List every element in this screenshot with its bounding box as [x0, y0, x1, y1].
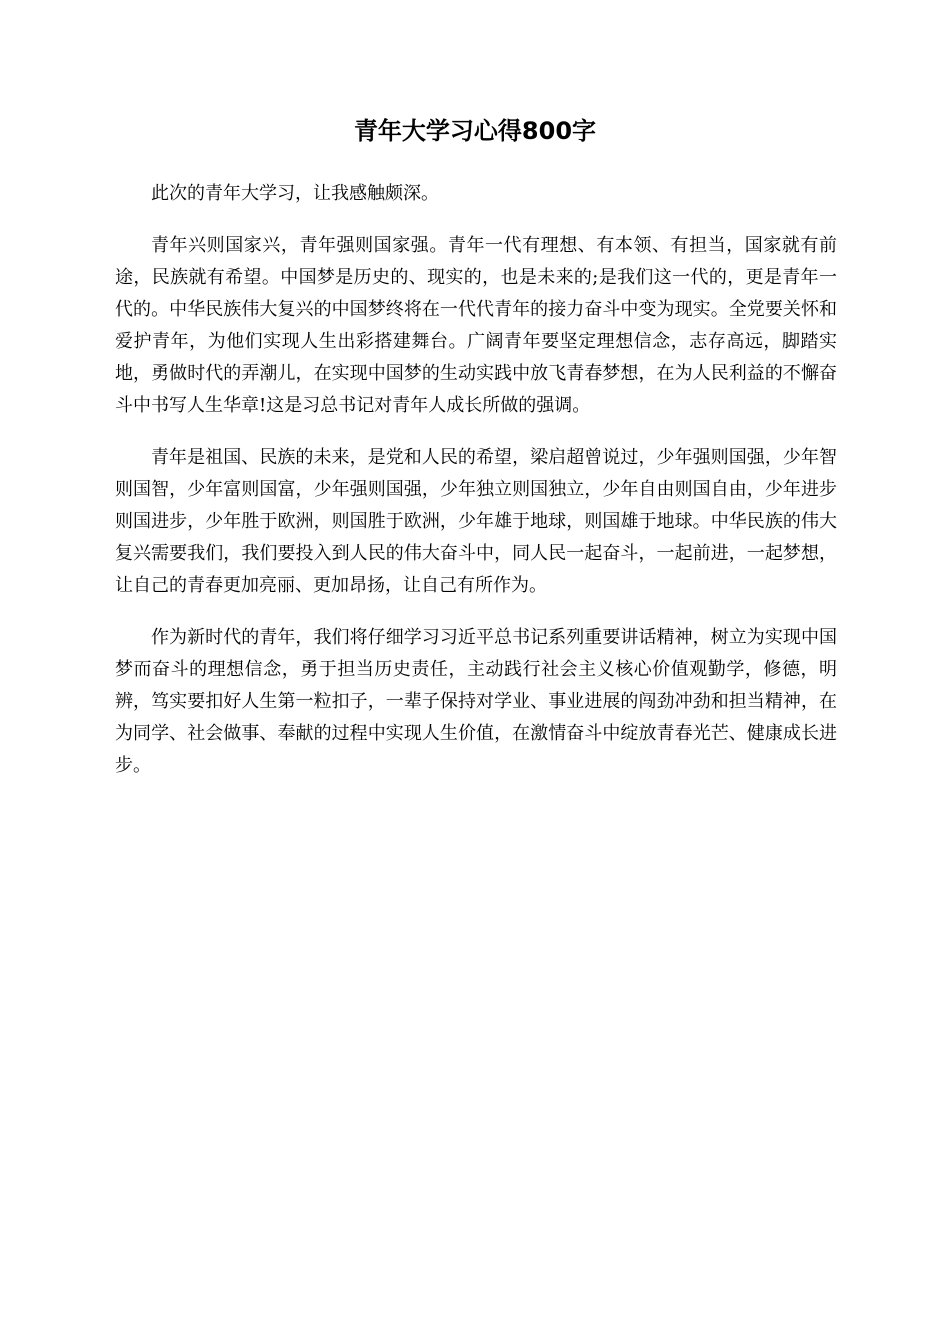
paragraph-liang-qichao: 青年是祖国、民族的未来，是党和人民的希望，梁启超曾说过，少年强则国强，少年智则国智，少年富则国富，少年强则国强，少年独立则国独立，少年自由则国自由，少年进步则国进步，少年胜于欧洲，则国胜于欧洲，少年雄于地球，则国雄于地球。中华民族的伟大复兴需要我们，我们要投入到人民的伟大奋斗中，同人民一起奋斗，一起前进，一起梦想，让自己的青春更加亮丽、更加昂扬，让自己有所作为。 [115, 447, 837, 596]
document-title: 青年大学习心得800字 [353, 117, 597, 145]
paragraph-intro: 此次的青年大学习，让我感触颇深。 [151, 183, 439, 204]
paragraph-youth-nation: 青年兴则国家兴，青年强则国家强。青年一代有理想、有本领、有担当，国家就有前途，民族就有希望。中国梦是历史的、现实的，也是未来的;是我们这一代的，更是青年一代的。中华民族伟大复兴的中国梦终将在一代代青年的接力奋斗中变为现实。全党要关怀和爱护青年，为他们实现人生出彩搭建舞台。广阔青年要坚定理想信念，志存高远，脚踏实地，勇做时代的弄潮儿，在实现中国梦的生动实践中放飞青春梦想，在为人民利益的不懈奋斗中书写人生华章!这是习总书记对青年人成长所做的强调。 [115, 235, 837, 416]
document-body [115, 178, 837, 802]
paragraph-new-era: 作为新时代的青年，我们将仔细学习习近平总书记系列重要讲话精神，树立为实现中国梦而奋斗的理想信念，勇于担当历史责任，主动践行社会主义核心价值观勤学，修德，明辨，笃实要扣好人生第一粒扣子，一辈子保持对学业、事业进展的闯劲冲劲和担当精神，在为同学、社会做事、奉献的过程中实现人生价值，在激情奋斗中绽放青春光芒、健康成长进步。 [115, 627, 837, 776]
